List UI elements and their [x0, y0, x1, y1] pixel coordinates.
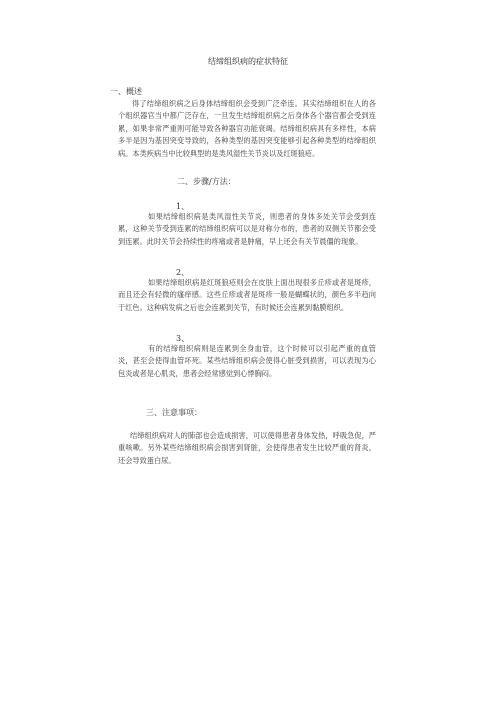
step-paragraph-1: 如果结缔组织病是类风湿性关节炎，则患者的身体多处关节会受到连累，这种关节受到连累的结缔组织病可以是对称分布的，患者的双侧关节都会受到连累。此时关节会持续性的疼痛或者是肿痛，早上还会有关节晨僵的现象。 [118, 212, 376, 246]
notes-paragraph: 结缔组织病对人的肺部也会造成损害，可以使得患者身体发热，呼吸急促，严重咳嗽。另外某些结缔组织病会损害到肾脏，会使得患者发生比较严重的肾炎，还会导致蛋白尿。 [118, 431, 376, 465]
document-title: 结缔组织病的症状特征 [208, 57, 288, 66]
step-paragraph-2: 如果结缔组织病是红斑狼疮则会在皮肤上面出现很多丘疹或者是斑疹，而且还会有轻微的瘙痒感。这些丘疹或者是斑疹一般是蝴蝶状的，颜色多半趋向于红色。这种病发病之后也会连累到关节，有时候还会连累到黏膜组织。 [118, 278, 376, 312]
section-heading-steps: 二、步骤/方法： [177, 177, 236, 186]
step-number-3: 3、 [176, 334, 190, 343]
step-number-2: 2、 [176, 268, 190, 277]
section-heading-notes: 三、注意事项： [146, 408, 202, 417]
overview-paragraph: 得了结缔组织病之后身体结缔组织会受到广泛牵连。其实结缔组织在人的各个组织器官当中都广泛存在，一旦发生结缔组织病之后身体各个器官都会受到连累，如果非常严重则可能导致各种器官功能衰竭。结缔组织病具有多样性，本病多半是因为基因突变导致的，各种类型的基因突变能够引起各种类型的结缔组织病。本类疾病当中比较典型的是类风湿性关节炎以及红斑狼疮。 [118, 99, 376, 158]
section-heading-overview: 一、概述 [110, 87, 142, 96]
step-paragraph-3: 有的结缔组织病则是连累到全身血管，这个时候可以引起严重的血管炎，甚至会使得血管坏死。某些结缔组织病会使得心脏受到损害，可以表现为心包炎或者是心肌炎，患者会经常感觉到心悸胸闷。 [118, 344, 376, 378]
step-number-1: 1、 [176, 202, 190, 211]
